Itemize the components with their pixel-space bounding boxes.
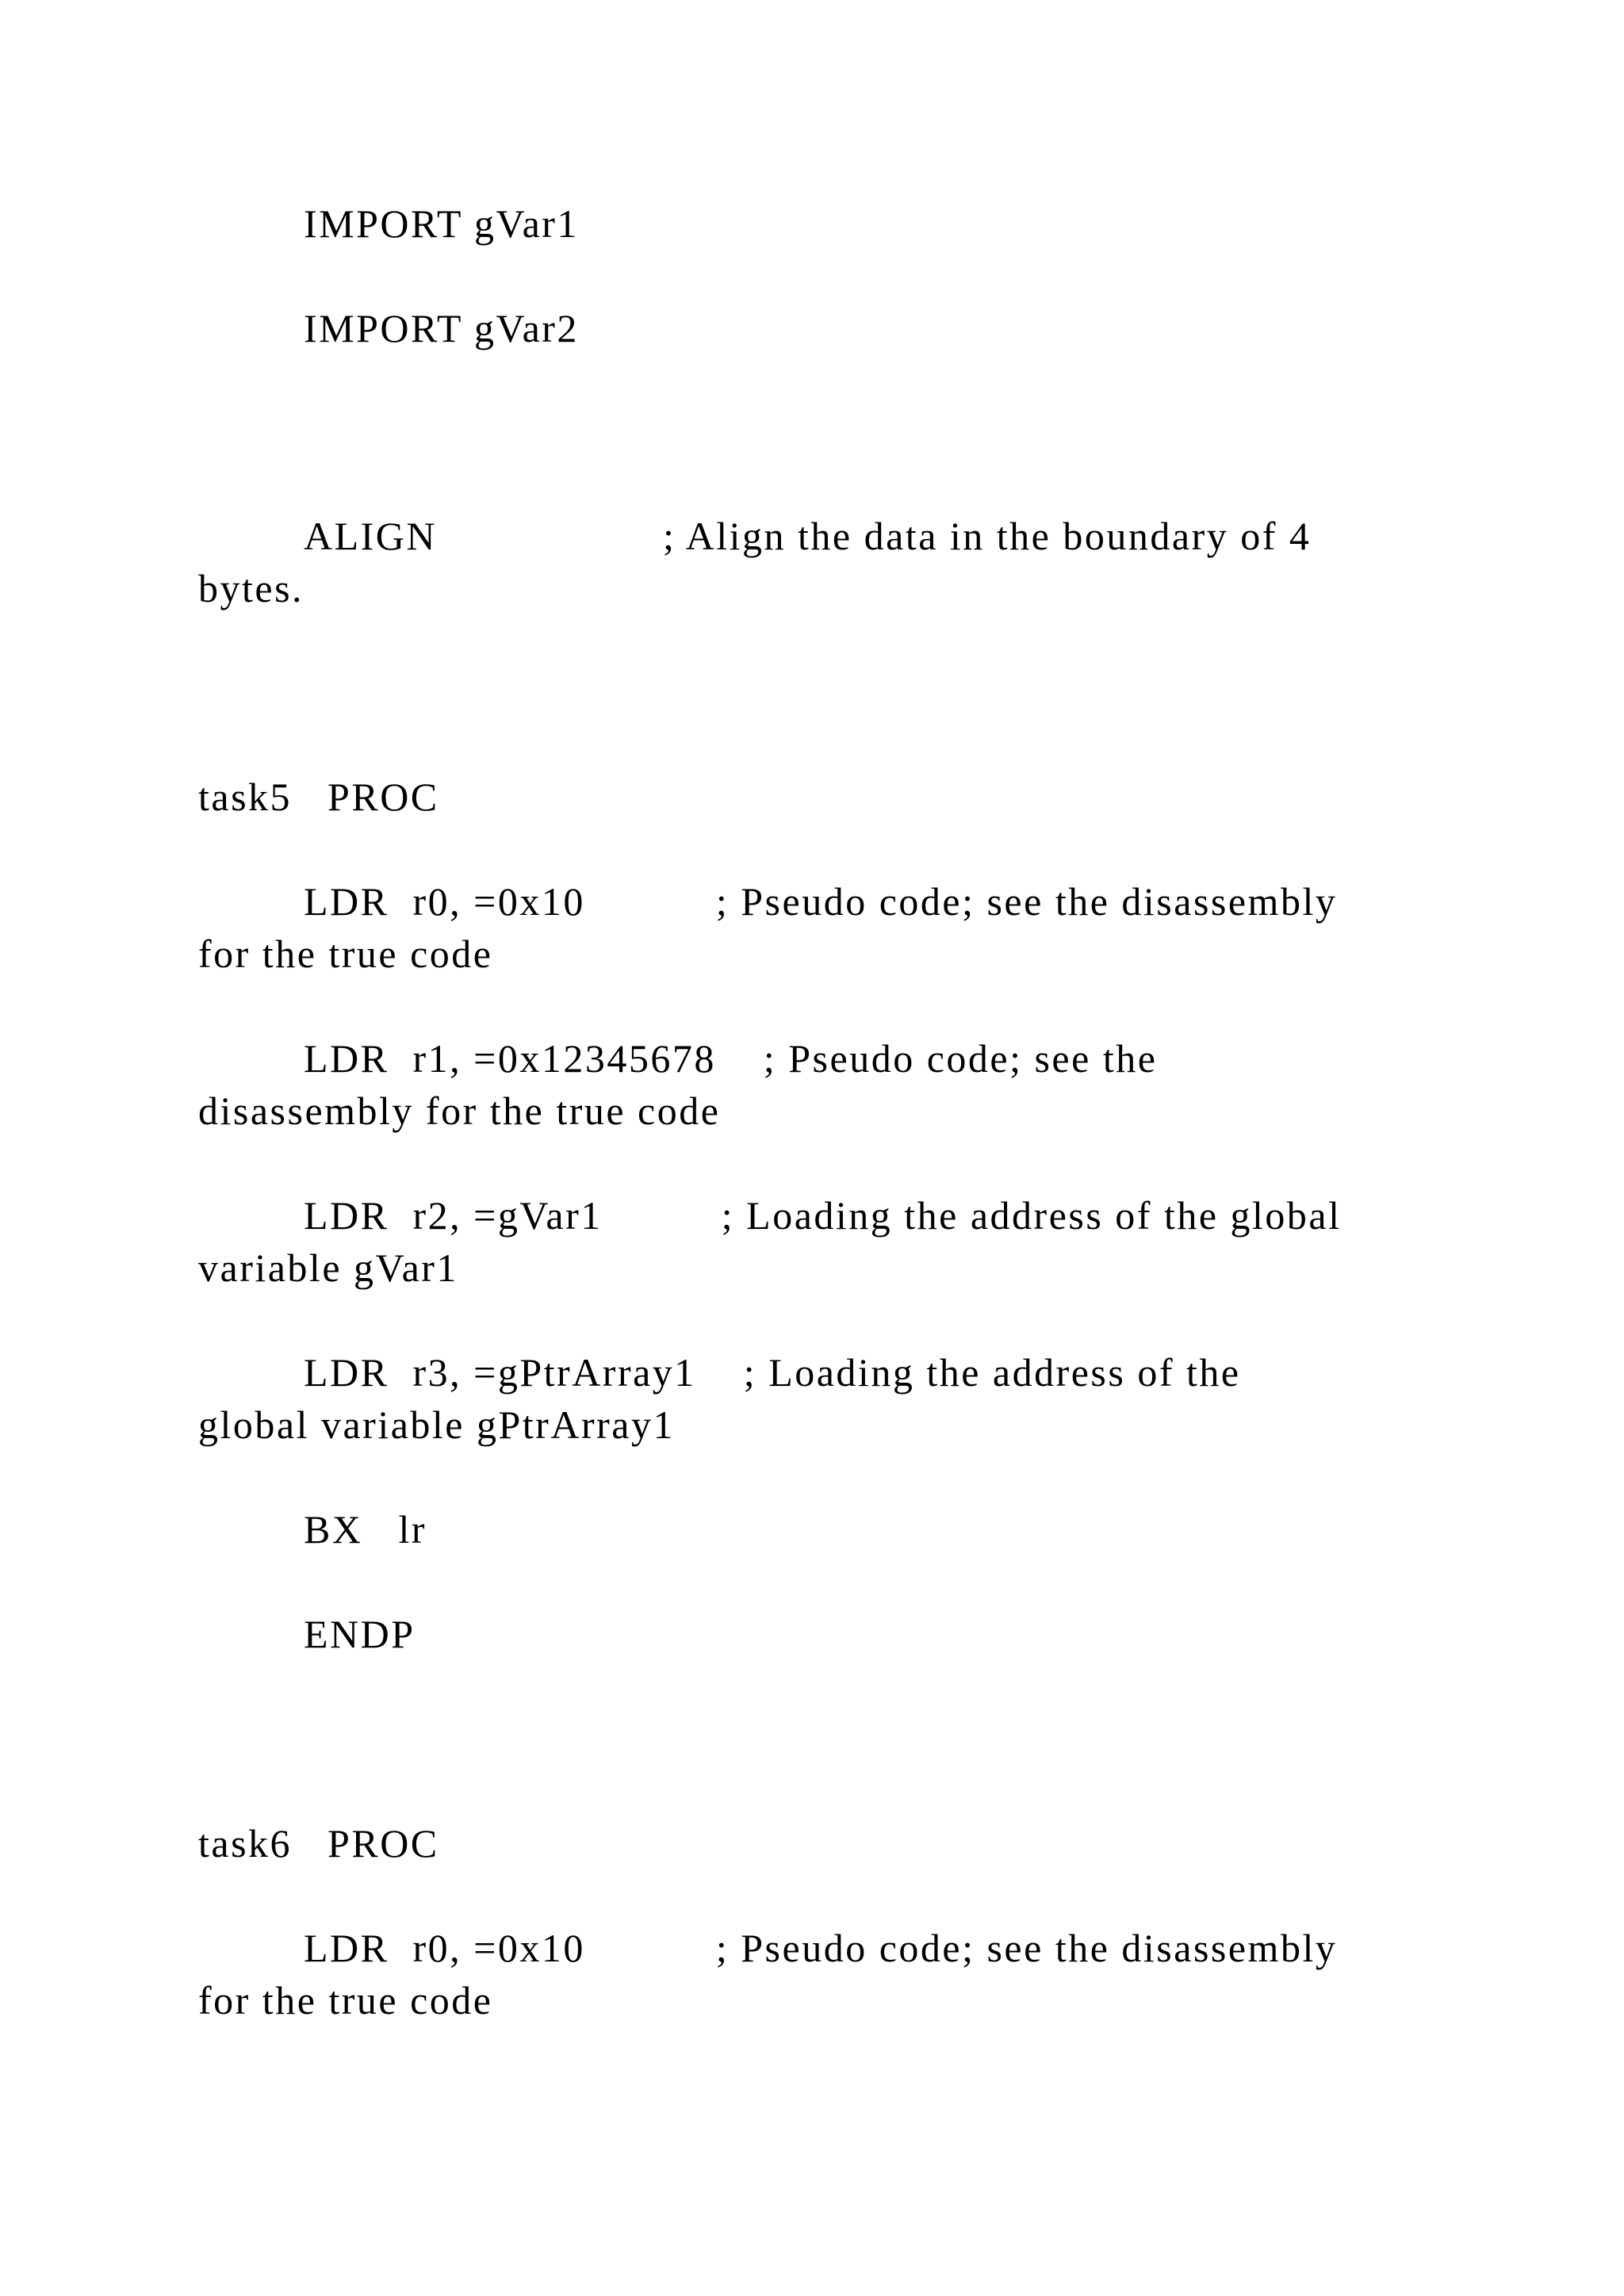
- align-line: ALIGN ; Align the data in the boundary of 4: [304, 514, 1312, 558]
- task5-ldr-r0-line: LDR r0, =0x10 ; Pseudo code; see the disassembly: [304, 879, 1338, 924]
- task5-ldr-r1-line: LDR r1, =0x12345678 ; Pseudo code; see the: [304, 1036, 1158, 1081]
- task5-ldr-r2-line-wrap: variable gVar1: [198, 1246, 458, 1290]
- task6-ldr-r0-line: LDR r0, =0x10 ; Pseudo code; see the disassembly: [304, 1926, 1338, 1970]
- task5-bx-lr-line: BX lr: [304, 1507, 427, 1552]
- import-gvar2-line: IMPORT gVar2: [304, 306, 579, 350]
- import-gvar1-line: IMPORT gVar1: [304, 201, 579, 246]
- task5-endp-line: ENDP: [304, 1612, 416, 1656]
- task5-proc-line: task5 PROC: [198, 775, 439, 819]
- task5-ldr-r3-line-wrap: global variable gPtrArray1: [198, 1402, 675, 1447]
- task5-ldr-r2-line: LDR r2, =gVar1 ; Loading the address of the global: [304, 1193, 1342, 1238]
- task5-ldr-r3-line: LDR r3, =gPtrArray1 ; Loading the address of the: [304, 1350, 1241, 1395]
- task6-proc-line: task6 PROC: [198, 1821, 439, 1866]
- align-line-wrap: bytes.: [198, 566, 304, 610]
- task5-ldr-r1-line-wrap: disassembly for the true code: [198, 1089, 721, 1133]
- task6-ldr-r0-line-wrap: for the true code: [198, 1978, 493, 2022]
- task5-ldr-r0-line-wrap: for the true code: [198, 932, 493, 976]
